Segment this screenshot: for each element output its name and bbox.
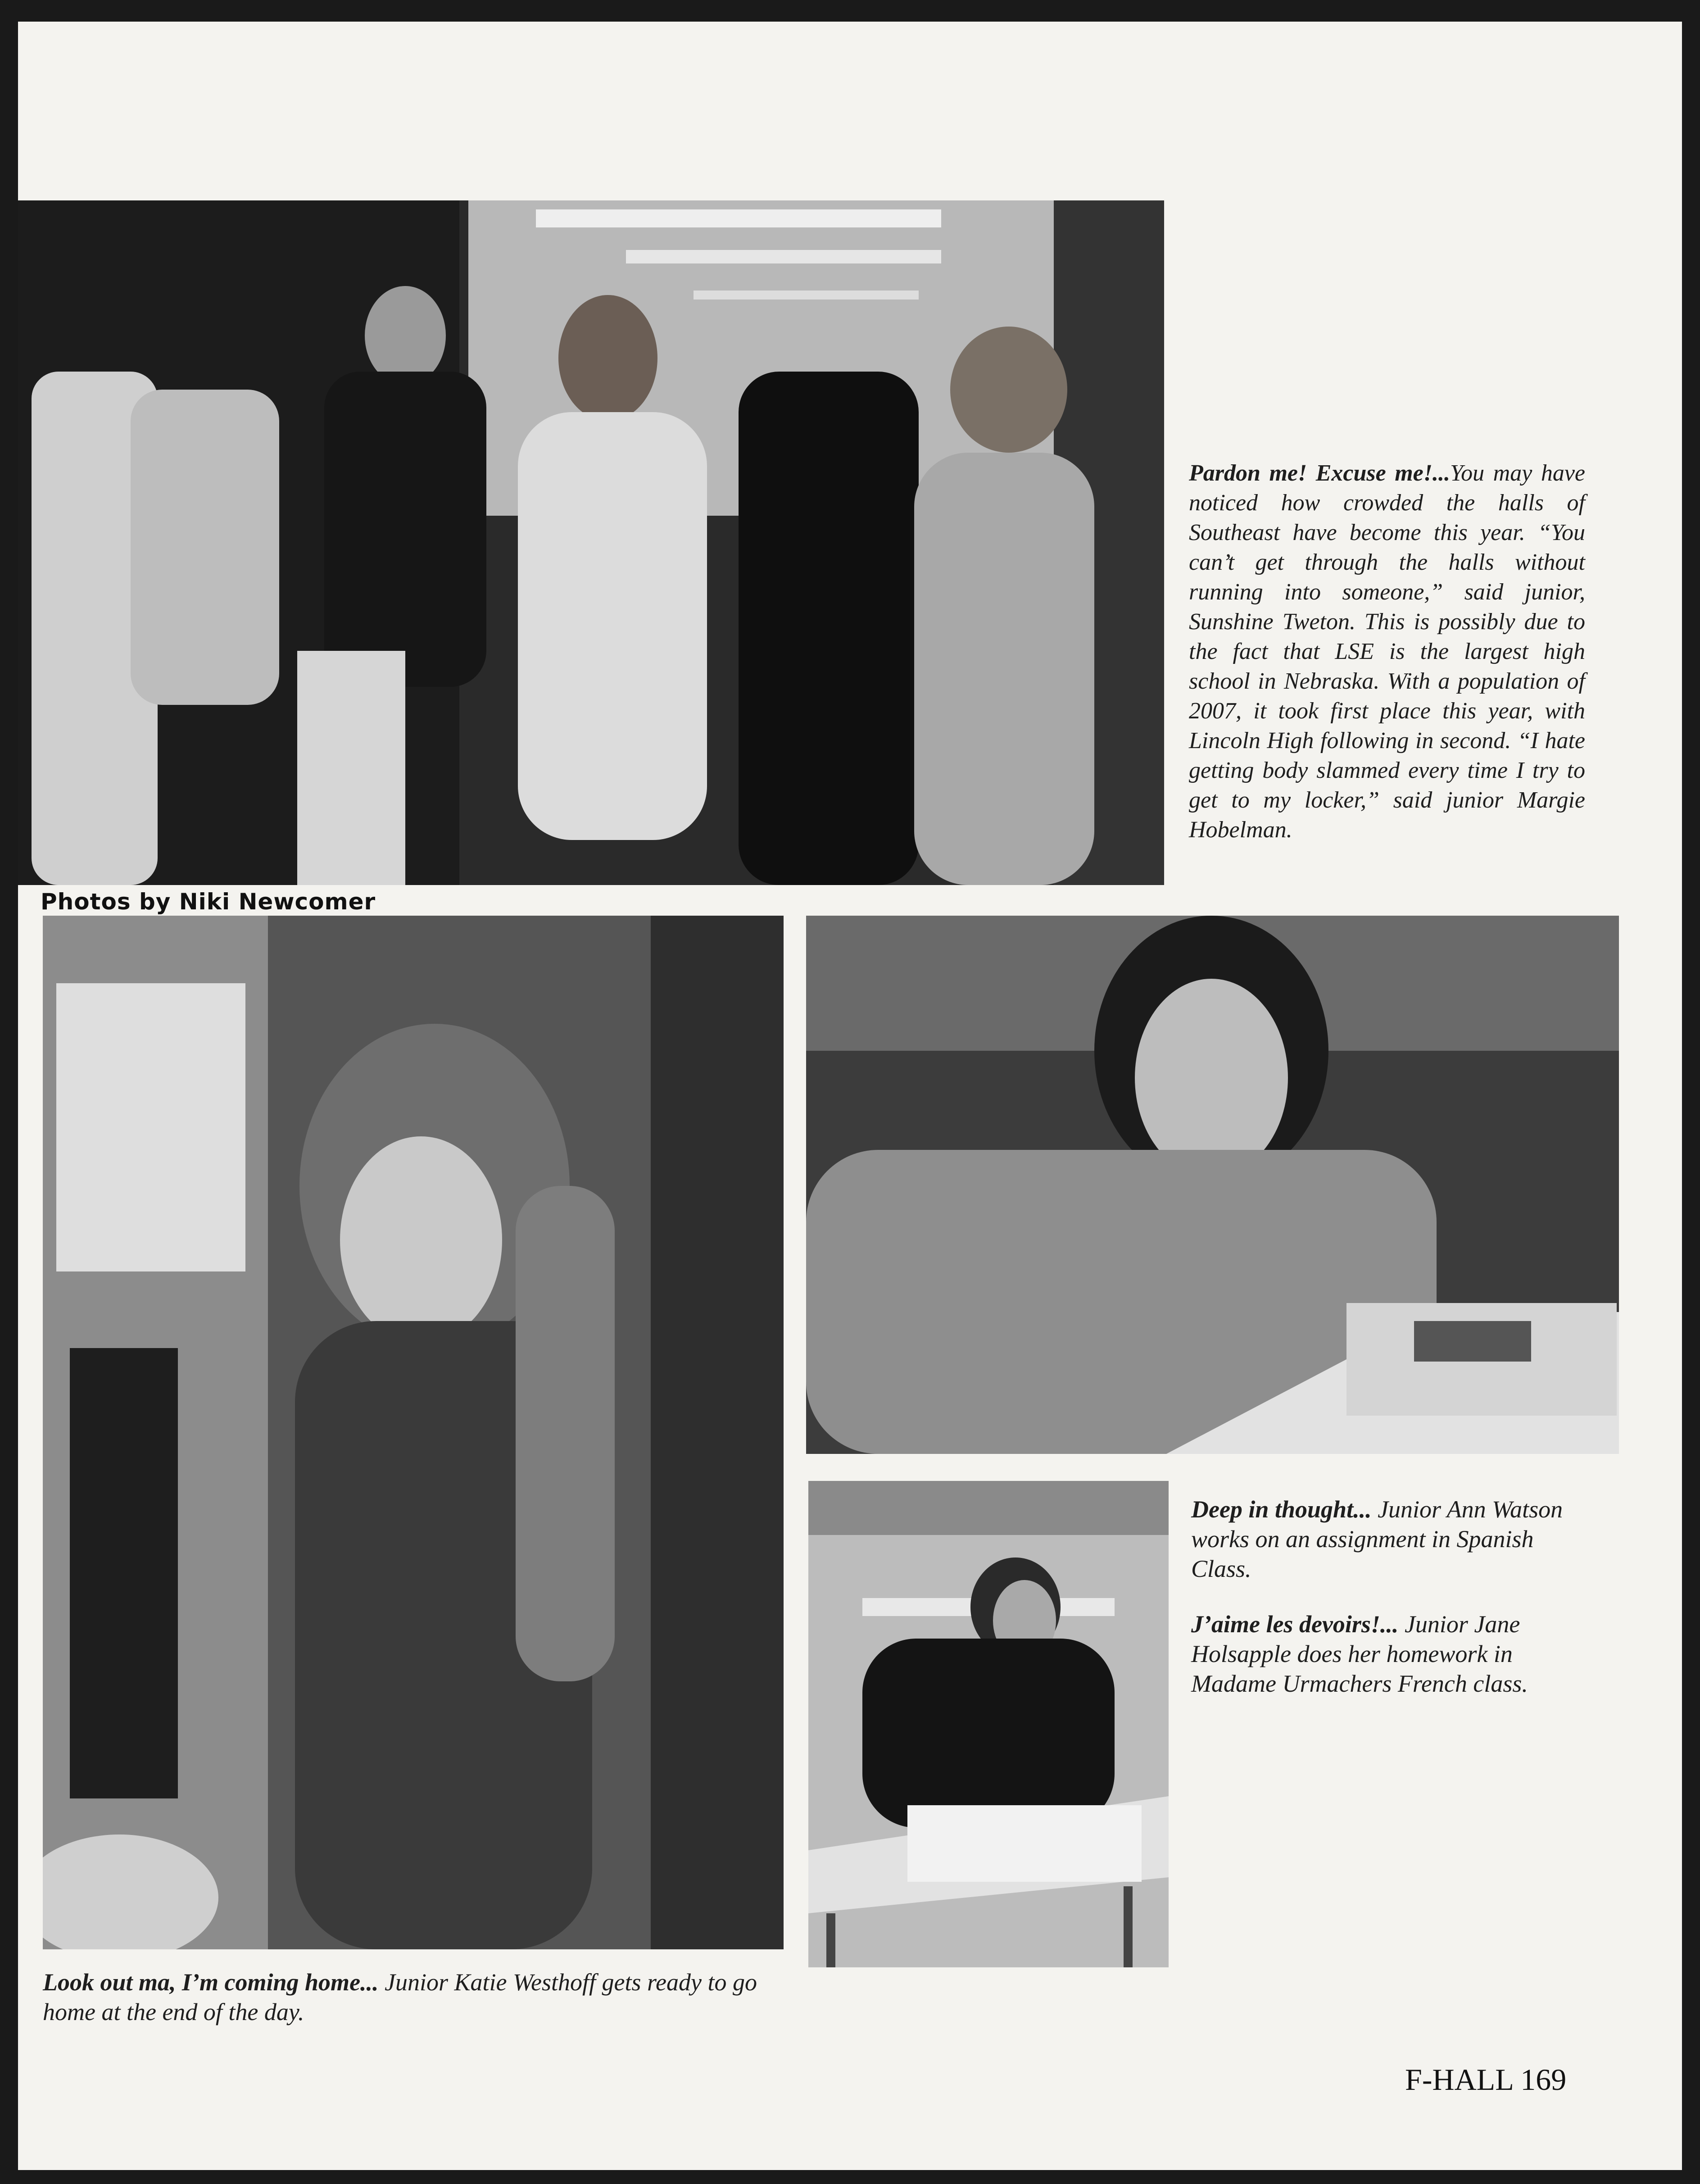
hallway-caption-lead: Pardon me! Excuse me!... (1189, 460, 1451, 486)
french-caption (1191, 1609, 1596, 1698)
locker-photo-art (43, 916, 784, 1949)
locker-caption (43, 1967, 808, 2027)
hallway-caption (1189, 459, 1585, 845)
hallway-photo-art (18, 200, 1164, 885)
page-number-folio: F-HALL 169 (1405, 2062, 1567, 2097)
hallway-photo (18, 200, 1164, 885)
french-class-photo-art (808, 1481, 1169, 1967)
locker-caption-text: Junior Katie Westhoff gets ready to go home at the end of the day. (43, 1969, 757, 2025)
yearbook-page (18, 22, 1682, 2170)
locker-caption-lead: Look out ma, I’m coming home... (43, 1969, 379, 1996)
french-caption-text: Junior Jane Holsapple does her homework in Madame Urmachers French class. (1191, 1611, 1528, 1697)
spanish-caption (1191, 1494, 1596, 1584)
french-caption-lead: J’aime les devoirs!... (1191, 1611, 1399, 1638)
spanish-caption-lead: Deep in thought... (1191, 1496, 1372, 1523)
locker-photo (43, 916, 784, 1949)
spanish-caption-text: Junior Ann Watson works on an assignment in Spanish Class. (1191, 1496, 1563, 1582)
french-class-photo (808, 1481, 1169, 1967)
photo-credit: Photos by Niki Newcomer (41, 889, 376, 915)
spanish-class-photo-art (806, 916, 1619, 1454)
hallway-caption-text: You may have noticed how crowded the halls of Southeast have become this year. “You can’t get through the halls without running into someone,” said junior, Sunshine Tweton. This is possibly due to the fact that LSE is the largest high school in Nebraska. With a population of 2007, it took first place this year, with Lincoln High following in second. “I hate getting body slammed every time I try to get to my locker,” said junior Margie Hobelman. (1189, 460, 1585, 843)
spanish-class-photo (806, 916, 1619, 1454)
